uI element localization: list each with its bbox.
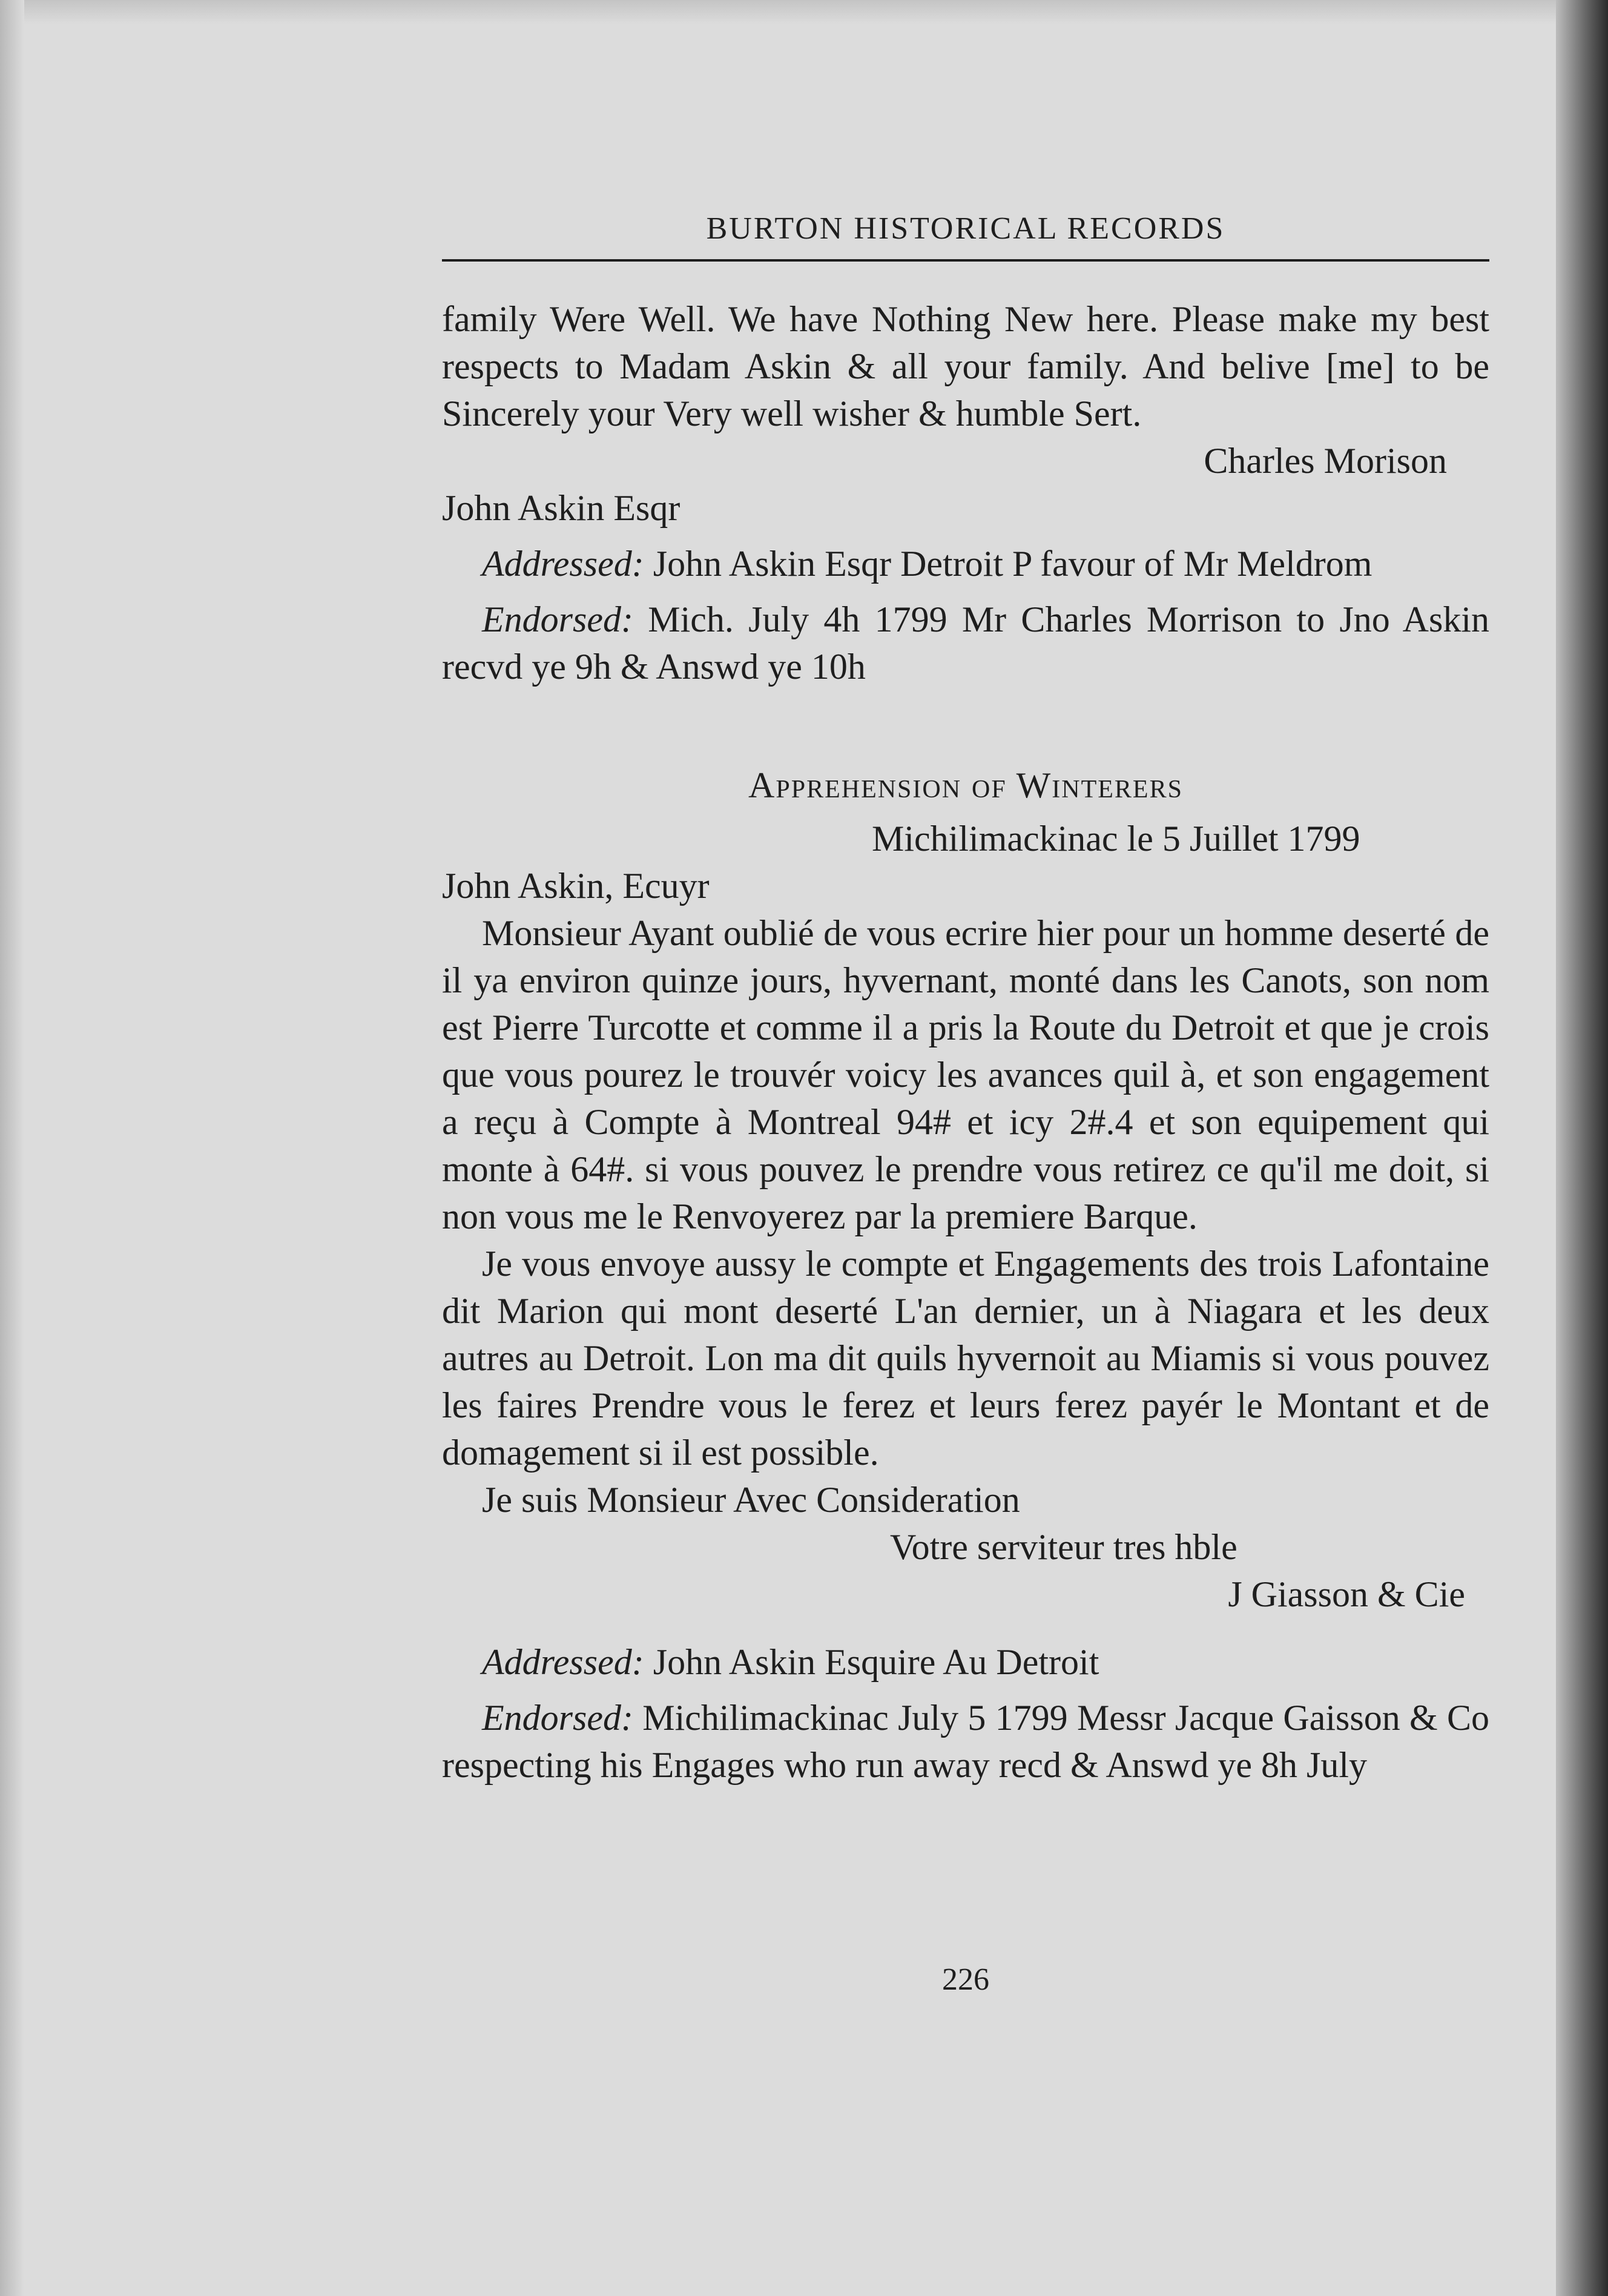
letter2-closing: Je suis Monsieur Avec Consideration (482, 1480, 1020, 1520)
endorsed-label: Endorsed: (482, 599, 633, 639)
addressed-text: John Askin Esqr Detroit P favour of Mr Meldrom (653, 544, 1372, 584)
addressed-label: Addressed: (482, 1642, 644, 1682)
letter2-addressed (442, 1638, 1489, 1686)
page-number: 226 (942, 1962, 989, 1997)
body-text (442, 295, 1489, 1789)
page-left-shadow (0, 0, 24, 2296)
letter2-paragraph-1: Monsieur Ayant oublié de vous ecrire hier pour un homme deserté de il ya environ quinze jours, hyvernant, monté dans les Canots, son nom est Pierre Turcotte et comme il a pris la Route du Detroit et que je crois que vous pourez le trouvér voicy les avances quil à, et son engagement a reçu à Compte à Montreal 94# et icy 2#.4 et son equipement qui monte à 64#. si vous pouvez le prendre vous retirez ce qu'il me doit, si non vous me le Renvoyerez par la premiere Barque. (442, 913, 1489, 1236)
section-heading: Apprehension of Winterers (748, 765, 1183, 805)
letter2-paragraph-2: Je vous envoye aussy le compte et Engagements des trois Lafontaine dit Marion qui mont deserté L'an dernier, un à Niagara et les deux autres au Detroit. Lon ma dit quils hyvernoit au Miamis si vous pouvez les faires Prendre vous le ferez et leurs ferez payér le Montant et de domagement si il est possible. (442, 1244, 1489, 1473)
letter1-signature: Charles Morison (1204, 441, 1447, 481)
letter2-place-date: Michilimackinac le 5 Juillet 1799 (872, 819, 1360, 859)
header-rule (442, 259, 1489, 262)
addressed-text: John Askin Esquire Au Detroit (653, 1642, 1099, 1682)
letter1-recipient: John Askin Esqr (442, 488, 680, 528)
letter1-continuation: family Were Well. We have Nothing New here. Please make my best respects to Madam Askin & all your family. And belive [me] to be Sincerely your Very well wisher & humble Sert. (442, 299, 1489, 434)
letter1-addressed (442, 540, 1489, 587)
addressed-label: Addressed: (482, 544, 644, 584)
letter2-recipient: John Askin, Ecuyr (442, 866, 710, 906)
page-top-shadow (0, 0, 1586, 24)
page-binding-edge (1556, 0, 1608, 2296)
letter2-endorsed (442, 1694, 1489, 1789)
letter2-signature: J Giasson & Cie (1228, 1574, 1465, 1614)
endorsed-text: Mich. July 4h 1799 Mr Charles Morrison to Jno Askin recvd ye 9h & Answd ye 10h (442, 599, 1490, 687)
endorsed-text: Michilimackinac July 5 1799 Messr Jacque Gaisson & Co respecting his Engages who run away recd & Answd ye 8h July (442, 1698, 1490, 1785)
running-head: BURTON HISTORICAL RECORDS (706, 211, 1225, 246)
letter2-closing-2: Votre serviteur tres hble (890, 1527, 1237, 1567)
endorsed-label: Endorsed: (482, 1698, 633, 1738)
letter1-endorsed (442, 596, 1489, 690)
